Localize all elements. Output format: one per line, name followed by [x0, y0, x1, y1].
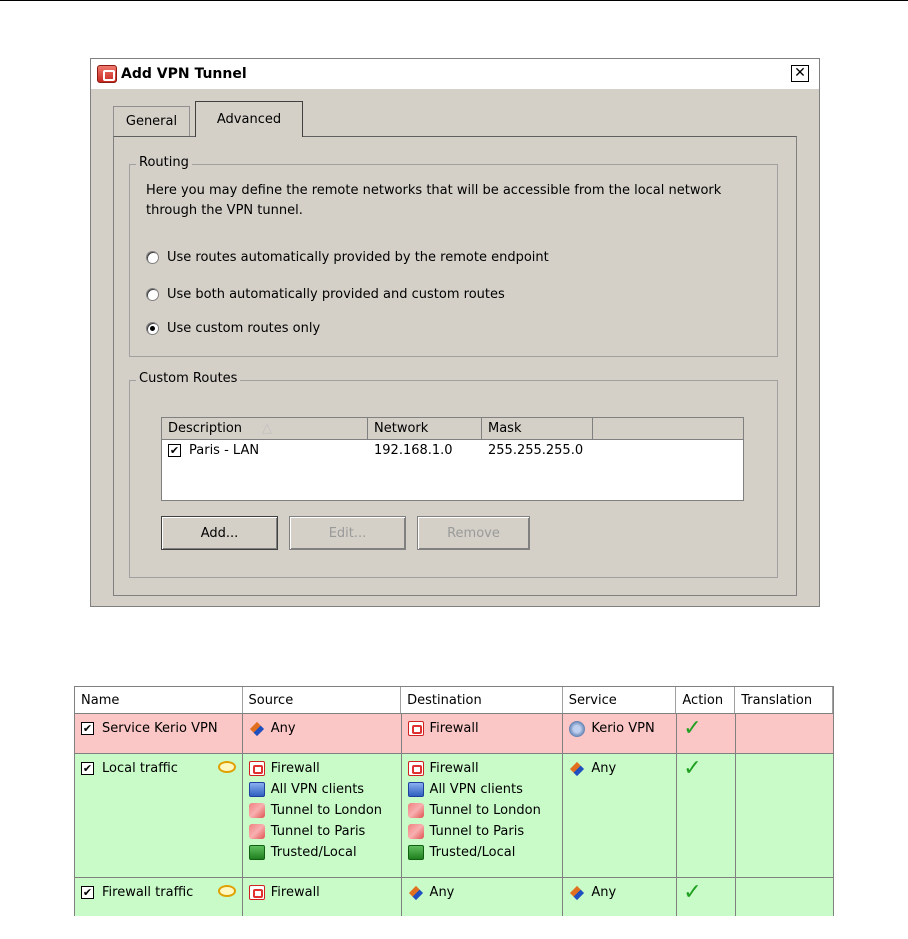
- radio-custom-routes-only[interactable]: [146, 321, 320, 336]
- column-header-action[interactable]: Action: [676, 687, 735, 713]
- column-header-destination[interactable]: Destination: [401, 687, 563, 713]
- routing-description-line1: Here you may define the remote networks that will be accessible from the local network: [146, 183, 722, 198]
- traffic-rules-table: [74, 686, 834, 916]
- vpn-tunnel-icon: [249, 824, 265, 839]
- comment-bubble-icon[interactable]: [218, 761, 236, 773]
- rule-name: Local traffic: [102, 761, 178, 776]
- radio-both-routes[interactable]: [146, 287, 505, 302]
- firewall-icon: [249, 761, 265, 776]
- remove-button[interactable]: Remove: [417, 516, 530, 550]
- trusted-local-icon: [408, 845, 424, 860]
- rule-name: Service Kerio VPN: [102, 721, 218, 736]
- route-mask: 255.255.255.0: [488, 442, 584, 458]
- radio-button[interactable]: [146, 288, 159, 301]
- routing-description-line2: through the VPN tunnel.: [146, 203, 303, 218]
- column-header-service[interactable]: Service: [563, 687, 677, 713]
- column-header-description[interactable]: Description △: [162, 418, 368, 439]
- permit-check-icon: ✓: [683, 879, 702, 905]
- custom-routes-list-header: [162, 418, 743, 440]
- column-header-filler: [593, 418, 743, 439]
- custom-routes-group-title: Custom Routes: [136, 371, 240, 386]
- firewall-icon: [408, 761, 424, 776]
- rule-enabled-checkbox[interactable]: ✔: [82, 886, 93, 899]
- radio-label: Use custom routes only: [167, 321, 321, 336]
- top-divider: [0, 0, 908, 1]
- radio-label: Use routes automatically provided by the remote endpoint: [167, 250, 549, 265]
- list-item[interactable]: [162, 440, 743, 460]
- tab-advanced[interactable]: Advanced: [195, 101, 303, 137]
- column-header-source[interactable]: Source: [243, 687, 402, 713]
- sort-ascending-icon: △: [262, 421, 273, 436]
- firewall-icon: [249, 885, 265, 900]
- column-header-translation[interactable]: Translation: [735, 687, 833, 713]
- vpn-tunnel-icon: [249, 803, 265, 818]
- tab-general[interactable]: General: [113, 106, 190, 136]
- permit-check-icon: ✓: [683, 715, 702, 741]
- firewall-icon: [408, 721, 424, 736]
- any-icon: [249, 721, 265, 737]
- edit-button[interactable]: Edit...: [289, 516, 406, 550]
- vpn-clients-icon: [249, 782, 265, 797]
- radio-label: Use both automatically provided and custom routes: [167, 287, 505, 302]
- rule-enabled-checkbox[interactable]: ✔: [82, 722, 93, 735]
- radio-button-selected[interactable]: [146, 322, 159, 335]
- dialog-titlebar: [91, 59, 819, 89]
- add-button[interactable]: Add...: [161, 516, 278, 550]
- table-row[interactable]: ✔ Service Kerio VPN Any Firewall Kerio VPN ✓: [74, 714, 834, 754]
- dialog-title: Add VPN Tunnel: [121, 66, 247, 82]
- any-icon: [569, 761, 585, 777]
- vpn-tunnel-icon: [408, 803, 424, 818]
- rules-table-header: [74, 686, 834, 714]
- vpn-clients-icon: [408, 782, 424, 797]
- route-checkbox[interactable]: ✔: [169, 443, 180, 457]
- table-row[interactable]: ✔ Firewall traffic Firewall Any Any ✓: [74, 878, 834, 916]
- comment-bubble-icon[interactable]: [218, 885, 236, 897]
- radio-button[interactable]: [146, 251, 159, 264]
- kerio-vpn-icon: [569, 721, 585, 737]
- permit-check-icon: ✓: [683, 755, 702, 781]
- kerio-app-icon: [97, 65, 117, 83]
- any-icon: [408, 885, 424, 901]
- any-icon: [569, 885, 585, 901]
- close-button[interactable]: ✕: [791, 65, 809, 82]
- custom-routes-list[interactable]: [161, 417, 744, 501]
- rule-name: Firewall traffic: [102, 885, 194, 900]
- table-row[interactable]: ✔ Local traffic Firewall All VPN clients Tunnel to London Tunnel to Paris Trusted/Local Firewall All VPN clients Tunnel to London Tunnel to Paris Trusted/Local Any ✓: [74, 754, 834, 878]
- trusted-local-icon: [249, 845, 265, 860]
- route-network: 192.168.1.0: [374, 442, 453, 458]
- vpn-tunnel-icon: [408, 824, 424, 839]
- rule-enabled-checkbox[interactable]: ✔: [82, 762, 93, 775]
- radio-auto-routes[interactable]: [146, 250, 549, 265]
- column-header-network[interactable]: Network: [368, 418, 482, 439]
- column-header-name[interactable]: Name: [75, 687, 243, 713]
- routing-group-title: Routing: [136, 155, 192, 170]
- column-header-mask[interactable]: Mask: [482, 418, 593, 439]
- route-description: Paris - LAN: [189, 442, 260, 458]
